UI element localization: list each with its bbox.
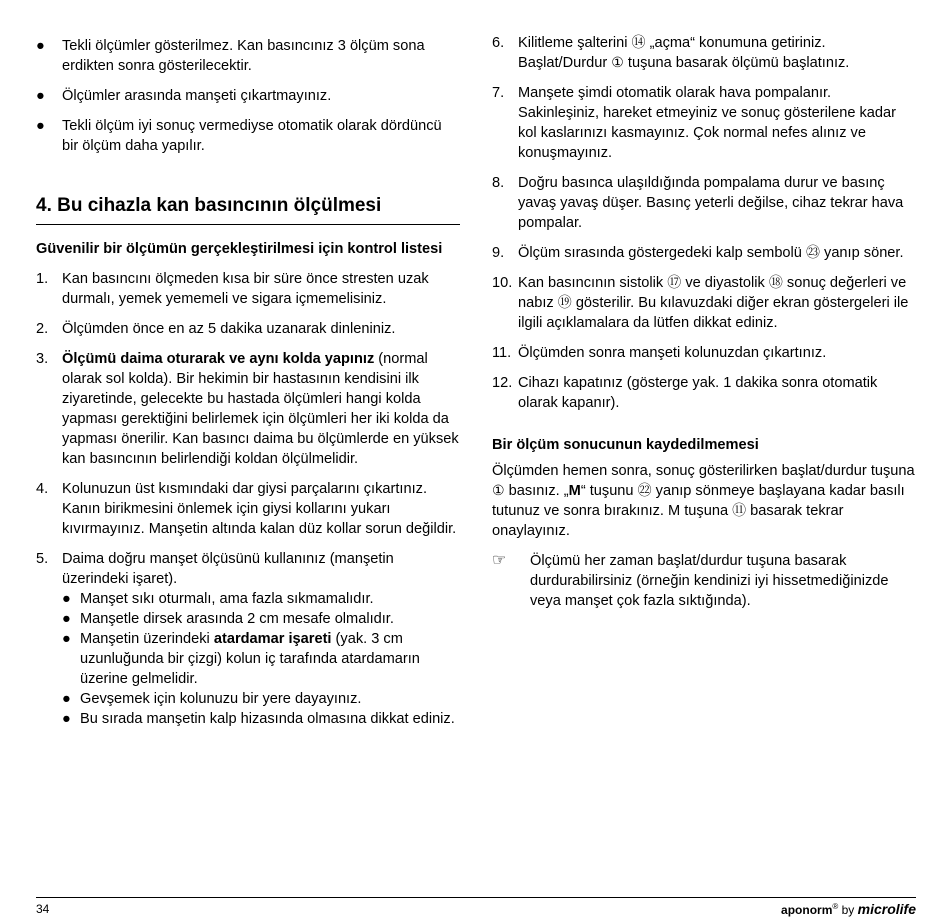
left-column [36,36,460,729]
item-text-part: sonuç değerleri ve nabız [518,275,907,311]
right-column [492,33,916,611]
item-number: 4. [36,481,49,497]
item-text-part: tuşuna basarak ölçümü başlatınız. [623,55,850,71]
list-item [492,243,916,263]
pointing-hand-icon: ☞ [492,552,507,569]
callout-number: ⑭ [631,34,646,50]
bullet-marker: ● [36,88,45,104]
item-text: Manşete şimdi otomatik olarak hava pompalanır. Sakinleşiniz, hareket etmeyiniz ve sonuç gösterilene kadar kol kaslarınızı kasmayınız. Çok normal nefes alınız ve konuşmayınız. [518,85,897,161]
bullet-marker: ● [62,631,71,647]
bullet-marker: ● [36,118,45,134]
subheading: Bir ölçüm sonucunun kaydedilmemesi [492,437,759,453]
item-text [62,349,460,469]
item-number: 3. [36,351,49,367]
item-text-part: gösterilir. Bu kılavuzdaki diğer ekran göstergeleri ile ilgili açıklamalara da lütfen dikkat ediniz. [518,295,909,331]
bullet-marker: ● [36,38,45,54]
callout-number: ⑱ [768,274,783,290]
item-text-part: yanıp söner. [819,245,904,261]
item-number: 5. [36,551,49,567]
bullet-item [36,36,460,76]
bullet-text: Tekli ölçüm iyi sonuç vermediyse otomatik olarak dördüncü bir ölçüm daha yapılır. [62,118,442,154]
page-number: 34 [36,902,50,916]
item-number: 2. [36,321,49,337]
sub-bullet-text [80,629,460,689]
item-number: 8. [492,175,505,191]
callout-number: ⑲ [557,294,572,310]
item-number: 12. [492,375,513,391]
bullet-text: Ölçümler arasında manşeti çıkartmayınız. [62,88,332,104]
para-part: yanıp sönmeye başlayana kadar basılı tutunuz ve sonra bırakınız. M tuşuna [492,483,905,519]
list-item [36,319,460,339]
sub-bullet [36,689,460,709]
paragraph [492,461,916,541]
item-text [518,243,916,263]
item-number: 1. [36,271,49,287]
sub-bullet-bold: atardamar işareti [213,631,332,647]
list-item [492,33,916,73]
item-text: Doğru basınca ulaşıldığında pompalama durur ve basınç yavaş yavaş düşer. Basınç yeterli değilse, cihaz tekrar hava pompalar. [518,175,904,231]
para-part: Ölçümden hemen sonra, sonuç gösterilirken başlat/durdur tuşuna [492,463,915,479]
para-part: basarak tekrar onaylayınız. [492,503,844,539]
item-number: 9. [492,245,505,261]
item-number: 10. [492,275,513,291]
item-text: Daima doğru manşet ölçüsünü kullanınız (manşetin üzerindeki işaret). [62,551,394,587]
footer-rule [36,897,916,898]
item-text: Kolunuzun üst kısmındaki dar giysi parçalarını çıkartınız. Kanın birikmesini önlemek için giysi kollarını yukarı kıvırmayınız. Manşetin altında kalan düz kollar sorun değildir. [62,481,457,537]
checklist-heading: Güvenilir bir ölçümün gerçekleştirilmesi için kontrol listesi [36,241,443,257]
bullet-marker: ● [62,711,71,727]
sub-bullet [36,589,460,609]
sub-bullet [36,609,460,629]
callout-number: ① [492,482,505,498]
list-item [492,83,916,163]
bullet-marker: ● [62,611,71,627]
item-text: Ölçümden sonra manşeti kolunuzdan çıkartınız. [518,345,827,361]
list-item [36,549,460,589]
item-text: Cihazı kapatınız (gösterge yak. 1 dakika sonra otomatik olarak kapanır). [518,375,878,411]
note [492,551,916,611]
item-text [518,33,916,73]
callout-number: ㉒ [637,482,652,498]
item-number: 6. [492,35,505,51]
bullet-marker: ● [62,691,71,707]
sub-bullet-pre: Manşetin üzerindeki [80,631,214,647]
list-item [36,269,460,309]
item-text-part: „açma“ konumuna getiriniz. Başlat/Durdur [518,35,826,71]
callout-number: ① [611,54,624,70]
item-number: 7. [492,85,505,101]
callout-number: ⑰ [667,274,682,290]
para-part: “ tuşunu [580,483,638,499]
list-item [492,343,916,363]
note-text: Ölçümü her zaman başlat/durdur tuşuna basarak durdurabilirsiniz (örneğin kendinizi iyi hissetmediğinizde veya manşet çok fazla sıktığında). [530,553,889,609]
list-item [492,373,916,413]
item-number: 11. [492,345,512,361]
microlife-logo: microlife [857,901,916,917]
item-text-part: ve diyastolik [681,275,769,291]
registered-mark: ® [832,902,839,911]
brand-by: by [838,903,858,917]
bullet-item [36,116,460,156]
section-title: 4. Bu cihazla kan basıncının ölçülmesi [36,195,382,216]
item-text-part: Kan basıncının sistolik [518,275,668,291]
sub-bullet-text: Manşetle dirsek arasında 2 cm mesafe olmalıdır. [80,611,394,627]
bullet-item [36,86,460,106]
sub-bullet [36,709,460,729]
item-bold: Ölçümü daima oturarak ve aynı kolda yapınız [62,351,375,367]
list-item [492,273,916,333]
para-bold: M [568,483,581,499]
item-text: Ölçümden önce en az 5 dakika uzanarak dinleniniz. [62,321,396,337]
callout-number: ㉓ [805,244,820,260]
sub-bullet-post: (yak. 3 cm uzunluğunda bir çizgi) kolun iç tarafında atardamarın üzerine gelmelidir. [80,631,420,687]
bullet-text: Tekli ölçümler gösterilmez. Kan basıncınız 3 ölçüm sona erdikten sonra gösterilecektir. [62,38,425,74]
para-part: basınız. „ [504,483,569,499]
list-item [36,479,460,539]
item-rest: (normal olarak sol kolda). Bir hekimin bir hastasının kendisini ilk ziyaretinde, gelecekte bu hastada ölçümleri hangi kolda yapması gerektiğini belirlemek için ölçümleri her iki kolda da yapması önerilir. Kan basıncı daima bu ölçümlerde en yüksek kan basıncının belirlendiği koldan ölçülmelidir. [62,351,459,467]
item-text: Kan basıncını ölçmeden kısa bir süre önce stresten uzak durmalı, yemek yememeli ve sigara içmemelisiniz. [62,271,429,307]
sub-bullet [36,629,460,689]
footer-brand [781,901,916,918]
callout-number: ⑪ [732,502,747,518]
bullet-marker: ● [62,591,71,607]
sub-bullet-text: Gevşemek için kolunuzu bir yere dayayınız. [80,691,362,707]
item-text-part: Ölçüm sırasında göstergedeki kalp sembolü [518,245,806,261]
brand-name: aponorm [781,903,833,917]
list-item [492,173,916,233]
item-text [518,273,916,333]
item-text-part: Kilitleme şalterini [518,35,632,51]
sub-bullet-text: Bu sırada manşetin kalp hizasında olmasına dikkat ediniz. [80,711,455,727]
list-item [36,349,460,469]
sub-bullet-text: Manşet sıkı oturmalı, ama fazla sıkmamalıdır. [80,591,374,607]
section-rule [36,224,460,225]
